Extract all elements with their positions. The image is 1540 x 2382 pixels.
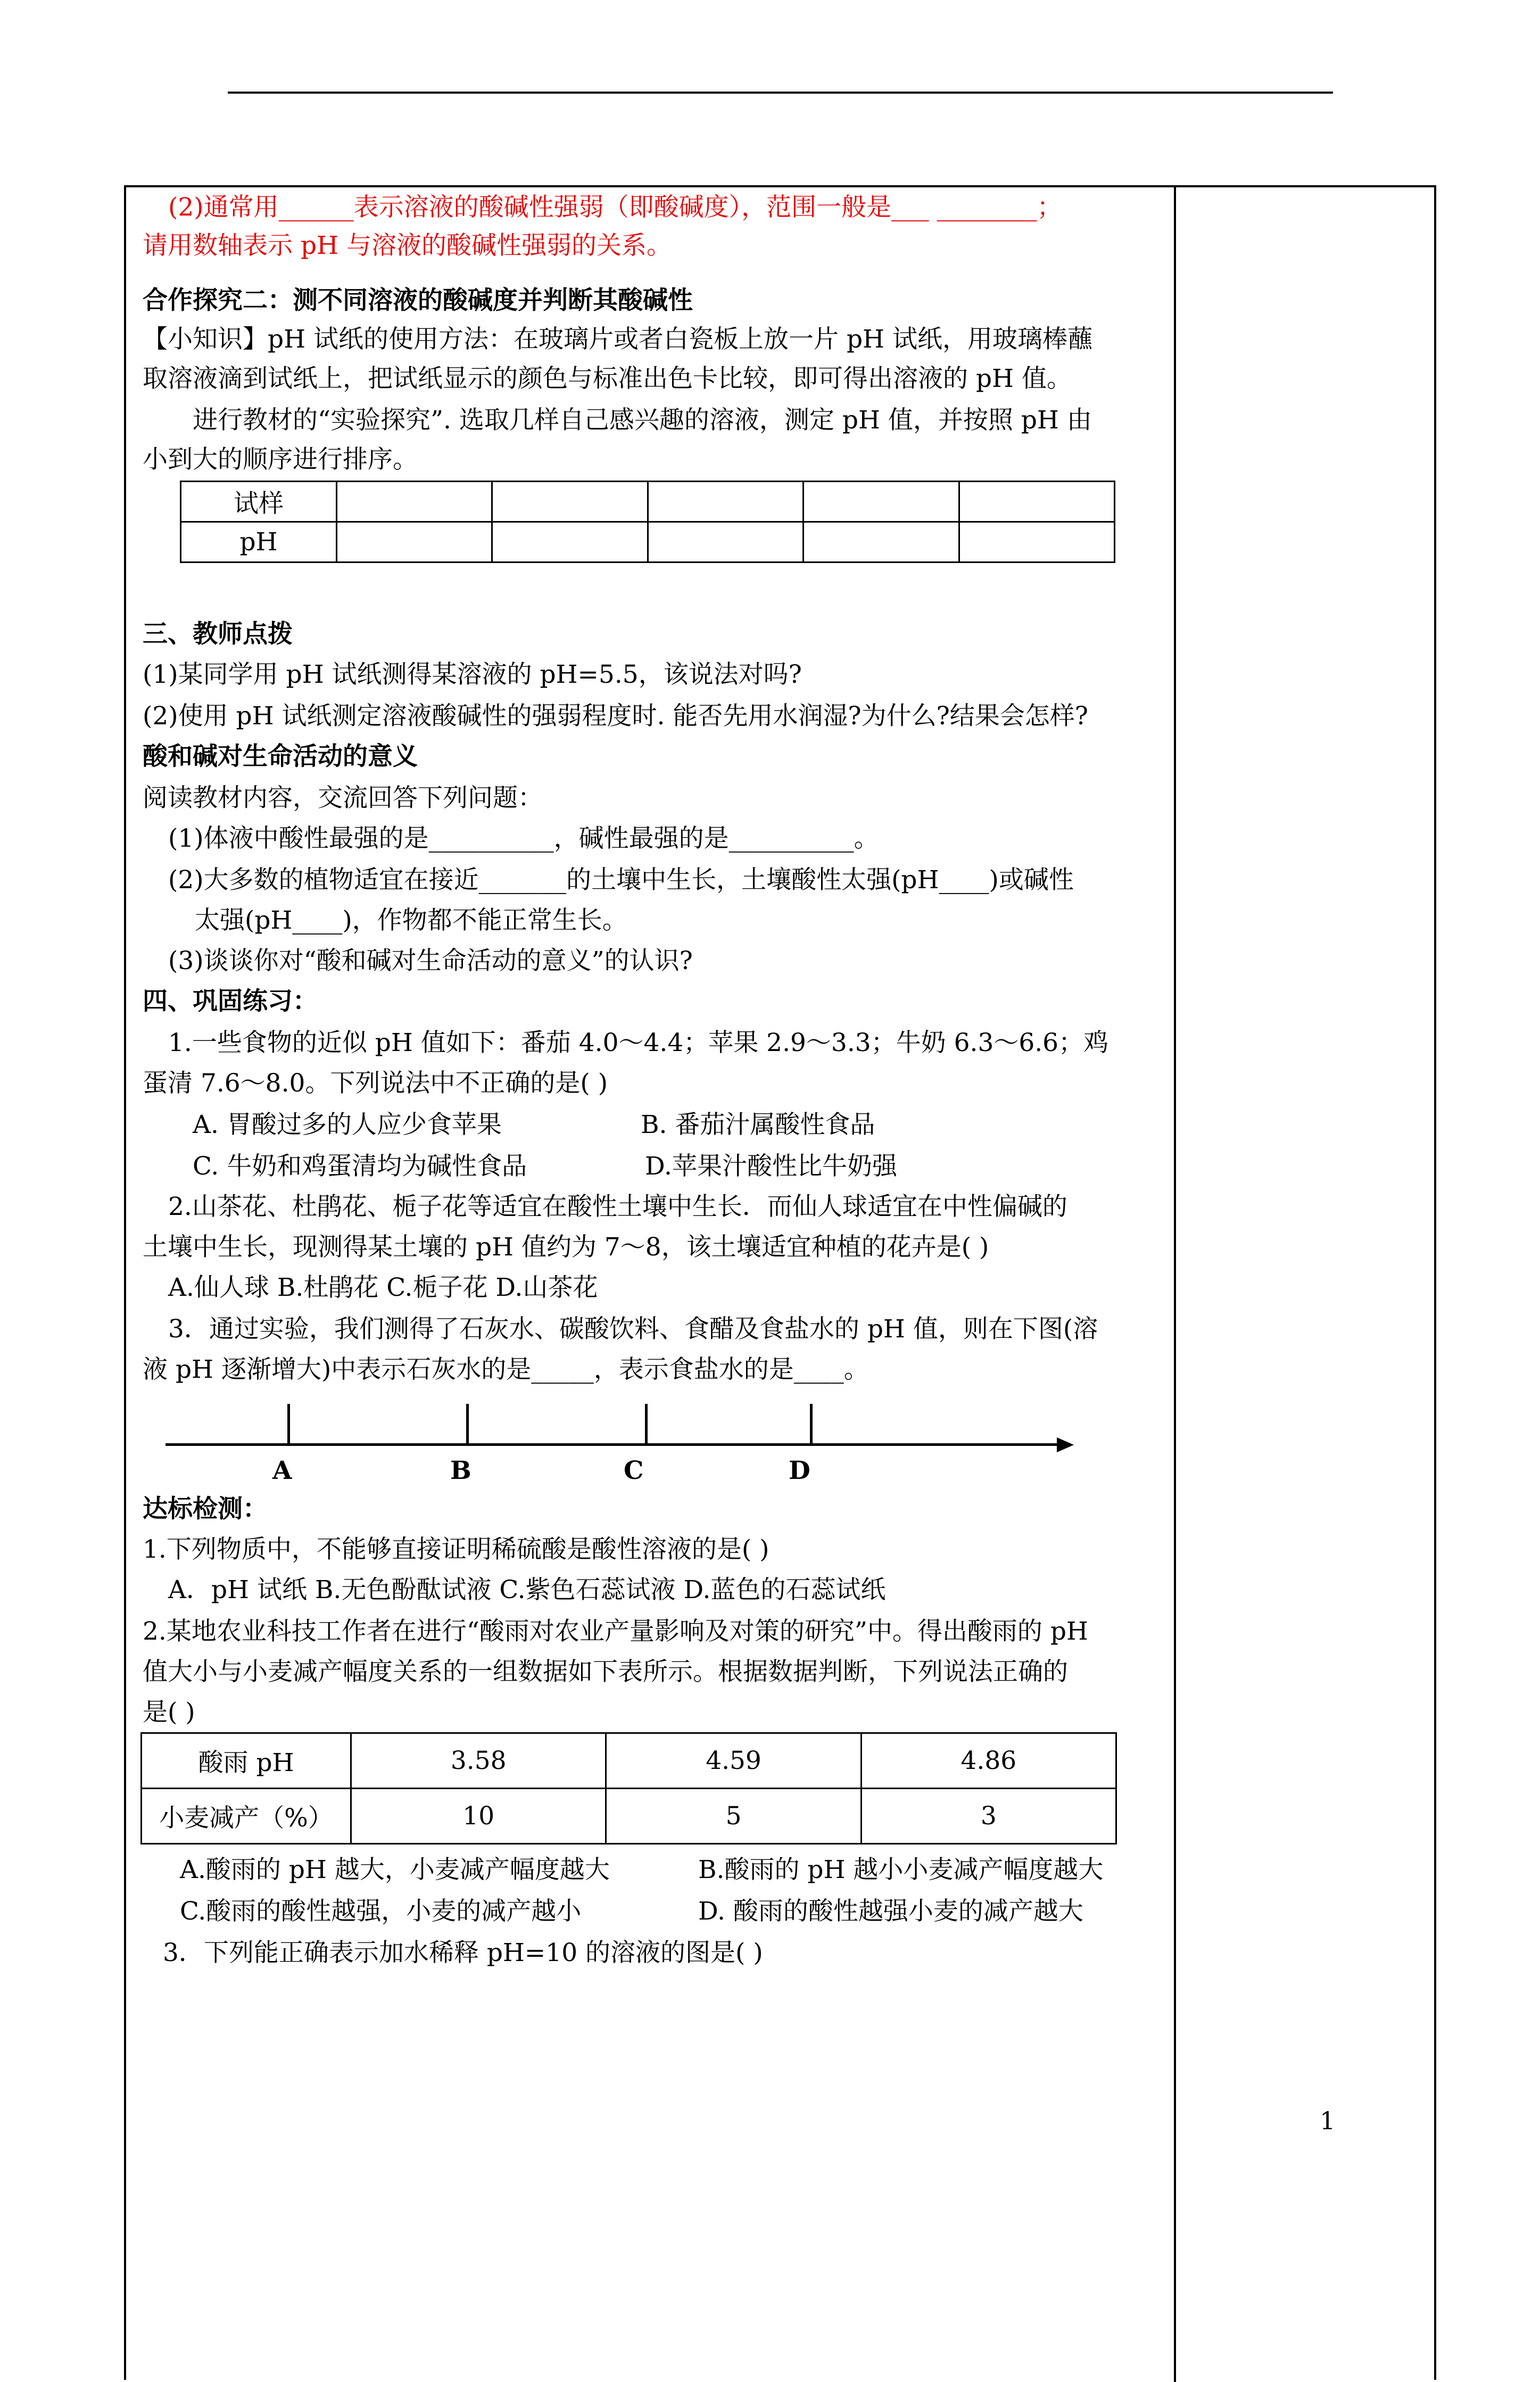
tick-label-c: C	[624, 1456, 644, 1485]
test-3-question: 3．下列能正确表示加水稀释 pH=10 的溶液的图是( )	[163, 1938, 763, 1967]
test-1-options: A．pH 试纸 B.无色酚酞试液 C.紫色石蕊试液 D.蓝色的石蕊试纸	[168, 1575, 886, 1604]
rain-header-label: 酸雨 pH	[142, 1733, 351, 1789]
exercise-2-line-1: 2.山茶花、杜鹃花、栀子花等适宜在酸性土壤中生长．而仙人球适宜在中性偏碱的	[168, 1192, 1067, 1221]
page-number: 1	[1320, 2106, 1336, 2135]
rain-ph-value: 4.86	[861, 1733, 1116, 1789]
exercise-1-option-d: D.苹果汁酸性比牛奶强	[645, 1152, 897, 1181]
ph-cell[interactable]	[959, 522, 1114, 563]
number-line-axis	[165, 1443, 1070, 1446]
line-read-instructions: 阅读教材内容，交流回答下列问题：	[143, 783, 543, 813]
header-rule	[228, 92, 1333, 94]
wheat-loss-value: 10	[351, 1789, 606, 1844]
question-significance: (3)谈谈你对“酸和碱对生命活动的意义”的认识?	[168, 946, 693, 975]
exercise-1-option-b: B. 番茄汁属酸性食品	[641, 1110, 875, 1139]
question-soil-1: (2)大多数的植物适宜在接近_______的土壤中生长，土壤酸性太强(pH____)或碱性	[168, 865, 1074, 895]
tick-c	[645, 1404, 648, 1444]
exercise-1-option-c: C. 牛奶和鸡蛋清均为碱性食品	[193, 1152, 527, 1181]
wheat-loss-label: 小麦减产（%）	[142, 1789, 351, 1844]
question-soil-2: 太强(pH____)，作物都不能正常生长。	[195, 906, 627, 935]
exercise-3-line-1: 3．通过实验，我们测得了石灰水、碳酸饮料、食醋及食盐水的 pH 值，则在下图(溶	[168, 1314, 1098, 1344]
ph-cell[interactable]	[804, 522, 959, 563]
question-wet-paper: (2)使用 pH 试纸测定溶液酸碱性的强弱程度时. 能否先用水润湿?为什么?结果会怎样?	[143, 701, 1089, 731]
tick-b	[466, 1404, 469, 1444]
section-heading-assessment: 达标检测：	[143, 1494, 268, 1524]
test-2-line-1: 2.某地农业科技工作者在进行“酸雨对农业产量影响及对策的研究”中。得出酸雨的 pH	[143, 1617, 1088, 1646]
tick-label-a: A	[272, 1456, 292, 1485]
exercise-1-line-1: 1.一些食物的近似 pH 值如下：番茄 4.0～4.4；苹果 2.9～3.3；牛奶 6.3～6.6；鸡	[168, 1028, 1109, 1057]
test-2-option-a: A.酸雨的 pH 越大，小麦减产幅度越大	[180, 1855, 610, 1884]
exercise-1-line-2: 蛋清 7.6～8.0。下列说法中不正确的是( )	[143, 1069, 608, 1098]
line-experiment-2: 小到大的顺序进行排序。	[143, 445, 418, 474]
ph-row-label: pH	[181, 522, 337, 563]
test-2-option-c: C.酸雨的酸性越强，小麦的减产越小	[180, 1897, 582, 1926]
sample-cell[interactable]	[959, 482, 1114, 522]
tick-label-d: D	[789, 1456, 810, 1485]
sample-cell[interactable]	[492, 482, 648, 522]
test-2-option-b: B.酸雨的 pH 越小小麦减产幅度越大	[698, 1855, 1104, 1884]
ph-cell[interactable]	[492, 522, 648, 563]
tick-a	[287, 1404, 290, 1444]
rain-ph-value: 3.58	[351, 1733, 606, 1789]
line-number-axis: 请用数轴表示 pH 与溶液的酸碱性强弱的关系。	[143, 231, 672, 260]
section-heading-explore: 合作探究二：测不同溶液的酸碱度并判断其酸碱性	[143, 286, 693, 315]
acid-rain-table	[140, 1732, 1117, 1845]
test-2-line-3: 是( )	[143, 1698, 195, 1727]
exercise-1-option-a: A. 胃酸过多的人应少食苹果	[193, 1110, 502, 1139]
exercise-3-line-2: 液 pH 逐渐增大)中表示石灰水的是_____，表示食盐水的是____。	[143, 1355, 869, 1384]
wheat-loss-value: 3	[861, 1789, 1116, 1844]
section-heading-teacher: 三、教师点拨	[143, 619, 293, 649]
ph-cell[interactable]	[337, 522, 492, 563]
rain-ph-value: 4.59	[606, 1733, 861, 1789]
test-1-question: 1.下列物质中，不能够直接证明稀硫酸是酸性溶液的是( )	[143, 1535, 769, 1564]
sample-table	[180, 481, 1115, 563]
sample-cell[interactable]	[337, 482, 492, 522]
sample-cell[interactable]	[648, 482, 803, 522]
sample-cell[interactable]	[804, 482, 959, 522]
ph-cell[interactable]	[648, 522, 803, 563]
section-heading-life: 酸和碱对生命活动的意义	[143, 742, 418, 771]
question-ph-5-5: (1)某同学用 pH 试纸测得某溶液的 pH=5.5，该说法对吗?	[143, 660, 802, 689]
column-divider	[1174, 185, 1176, 2382]
section-heading-practice: 四、巩固练习：	[143, 987, 318, 1016]
question-body-fluids: (1)体液中酸性最强的是__________，碱性最强的是__________。	[168, 824, 879, 853]
line-tip-1: 【小知识】pH 试纸的使用方法：在玻璃片或者白瓷板上放一片 pH 试纸，用玻璃棒蘸	[143, 325, 1092, 354]
line-tip-2: 取溶液滴到试纸上，把试纸显示的颜色与标准出色卡比较，即可得出溶液的 pH 值。	[143, 364, 1072, 393]
test-2-option-d: D. 酸雨的酸性越强小麦的减产越大	[698, 1897, 1083, 1926]
number-line-arrow-icon	[1057, 1437, 1074, 1452]
wheat-loss-value: 5	[606, 1789, 861, 1844]
test-2-line-2: 值大小与小麦减产幅度关系的一组数据如下表所示。根据数据判断，下列说法正确的	[143, 1657, 1068, 1686]
exercise-2-line-2: 土壤中生长，现测得某土壤的 pH 值约为 7～8，该土壤适宜种植的花卉是( )	[143, 1233, 989, 1262]
line-ph-scale: (2)通常用______表示溶液的酸碱性强弱（即酸碱度），范围一般是___ ________；	[168, 193, 1062, 222]
line-experiment-1: 进行教材的“实验探究”. 选取几样自己感兴趣的溶液，测定 pH 值，并按照 pH 由	[193, 406, 1092, 435]
tick-label-b: B	[450, 1456, 471, 1485]
tick-d	[810, 1404, 813, 1444]
exercise-2-options: A.仙人球 B.杜鹃花 C.栀子花 D.山茶花	[168, 1273, 598, 1302]
sample-row-label: 试样	[181, 482, 337, 522]
